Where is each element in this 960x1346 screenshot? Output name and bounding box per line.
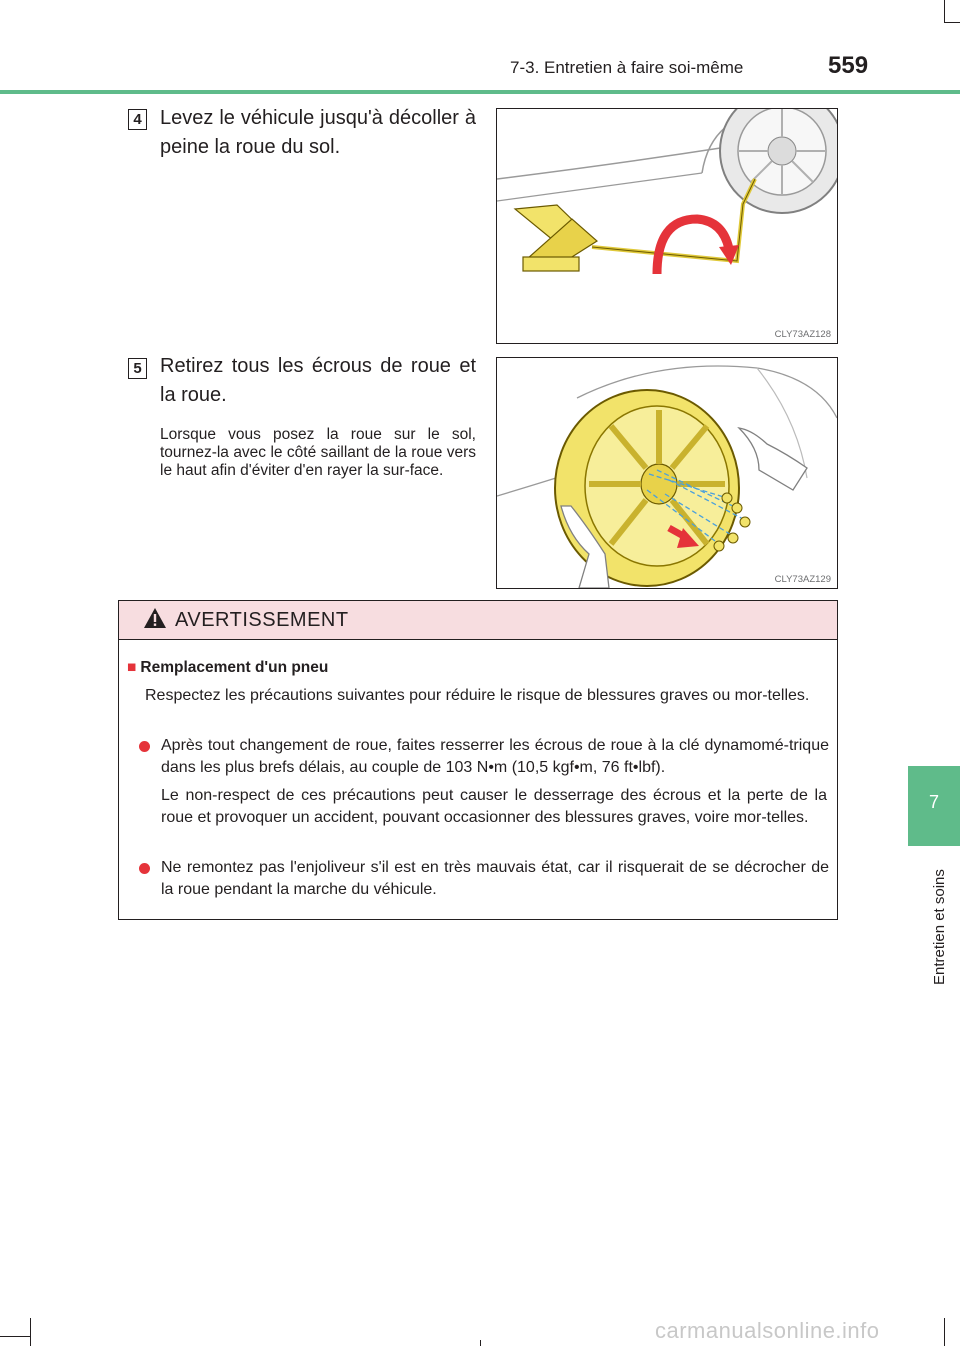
section-title: 7-3. Entretien à faire soi-même: [510, 58, 744, 77]
step-number-badge: 5: [128, 358, 147, 379]
warning-bullet: Ne remontez pas l'enjoliveur s'il est en très mauvais état, car il risquerait de se décrocher de la roue pendant la marche du véhicule.: [161, 859, 829, 898]
crop-mark: [944, 0, 945, 22]
footer-watermark: carmanualsonline.info: [655, 1318, 880, 1343]
crop-mark: [480, 1340, 481, 1346]
warning-title: AVERTISSEMENT: [175, 609, 349, 631]
red-bullet-icon: [139, 741, 150, 752]
warning-header: [119, 601, 837, 640]
jack-lifting-illustration: [496, 108, 838, 344]
warning-triangle-icon: [143, 607, 167, 629]
warning-bullet-followup: Le non-respect de ces précautions peut causer le desserrage des écrous et la perte de la roue et provoquer un accident, pouvant occasionner des blessures graves, voire mor-telles.: [161, 787, 827, 826]
crop-mark: [0, 1336, 30, 1337]
step-note: Lorsque vous posez la roue sur le sol, tournez-la avec le côté saillant de la roue vers le haut afin d'éviter d'en rayer la sur-face.: [160, 426, 476, 479]
figure-code: CLY73AZ128: [774, 329, 831, 340]
warning-section-heading: [127, 659, 328, 677]
chapter-number: 7: [928, 792, 939, 812]
chapter-title: Entretien et soins: [931, 869, 948, 985]
header-rule: [0, 90, 960, 94]
crop-mark: [944, 22, 960, 23]
warning-section-title: Remplacement d'un pneu: [140, 659, 329, 676]
wheel-removal-illustration: [496, 357, 838, 589]
warning-intro: Respectez les précautions suivantes pour réduire le risque de blessures graves ou mor-telles.: [145, 687, 810, 704]
square-bullet-icon: ■: [127, 659, 137, 676]
warning-box: [118, 600, 838, 920]
step-instruction: Levez le véhicule jusqu'à décoller à peine la roue du sol.: [160, 107, 476, 158]
red-bullet-icon: [139, 863, 150, 874]
wheel-removal-drawing: [497, 358, 837, 588]
crop-mark: [944, 1318, 945, 1346]
step-instruction: Retirez tous les écrous de roue et la roue.: [160, 355, 476, 406]
page-number: 559: [828, 52, 869, 79]
chapter-tab: [908, 766, 960, 846]
figure-code: CLY73AZ129: [774, 574, 831, 585]
crop-mark: [30, 1318, 31, 1346]
warning-bullet: Après tout changement de roue, faites resserrer les écrous de roue à la clé dynamomé-trique dans les plus brefs délais, au couple de 103 N•m (10,5 kgf•m, 76 ft•lbf).: [161, 737, 829, 776]
jack-lifting-drawing: [497, 109, 837, 343]
step-number-badge: 4: [128, 109, 147, 130]
